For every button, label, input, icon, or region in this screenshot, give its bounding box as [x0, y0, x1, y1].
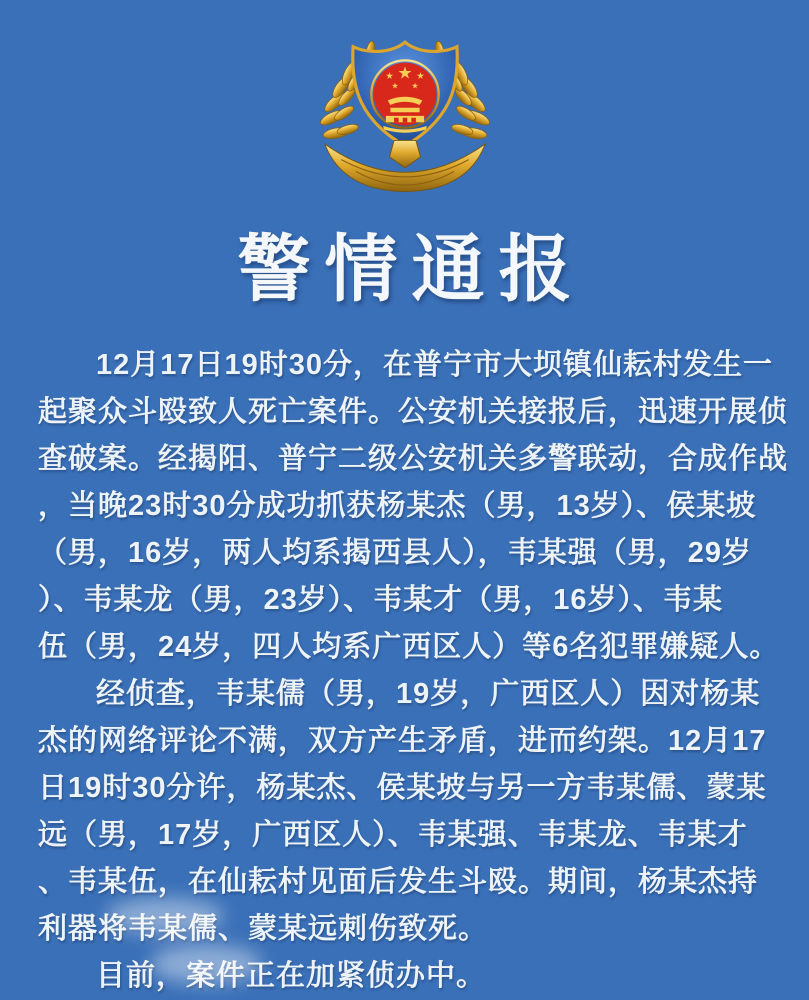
bulletin-text-line: 远（男，17岁，广西区人）、韦某强、韦某龙、韦某才: [38, 819, 748, 851]
bulletin-text-line: ）、韦某龙（男，23岁）、韦某才（男，16岁）、韦某: [38, 584, 724, 616]
badge-knot-icon: [389, 140, 420, 167]
bulletin-text-line: 12月17日19时30分，在普宁市大坝镇仙耘村发生一: [96, 349, 774, 381]
bulletin-text-line: 查破案。经揭阳、普宁二级公安机关多警联动，合成作战: [38, 443, 789, 475]
bulletin-text-line: 、韦某伍，在仙耘村见面后发生斗殴。期间，杨某杰持: [38, 866, 759, 898]
bulletin-text-line: ，当晚23时30分成功抓获杨某杰（男，13岁）、侯某坡: [38, 490, 757, 522]
emblem-gate-arches: [394, 118, 416, 123]
bulletin-text-line: 利器将韦某儒、蒙某远刺伤致死。: [38, 913, 489, 945]
police-badge: [314, 22, 496, 208]
police-badge-icon: [314, 22, 496, 208]
bulletin-text-line: 经侦查，韦某儒（男，19岁，广西区人）因对杨某: [96, 678, 761, 710]
bulletin-text-line: 杰的网络评论不满，双方产生矛盾，进而约架。12月17: [38, 725, 767, 757]
bulletin-text-line: 伍（男，24岁，四人均系广西区人）等6名犯罪嫌疑人。: [38, 631, 780, 663]
bulletin-text-line: 起聚众斗殴致人死亡案件。公安机关接报后，迅速开展侦: [38, 396, 789, 428]
bulletin-text-line: 目前，案件正在加紧侦办中。: [96, 960, 487, 992]
bulletin-text-line: 日19时30分许，杨某杰、侯某坡与另一方韦某儒、蒙某: [38, 772, 767, 804]
bulletin-body: [38, 342, 789, 1000]
bulletin-text-line: （男，16岁，两人均系揭西县人），韦某强（男，29岁: [38, 537, 753, 569]
bulletin-title: 警情通报: [237, 229, 586, 310]
